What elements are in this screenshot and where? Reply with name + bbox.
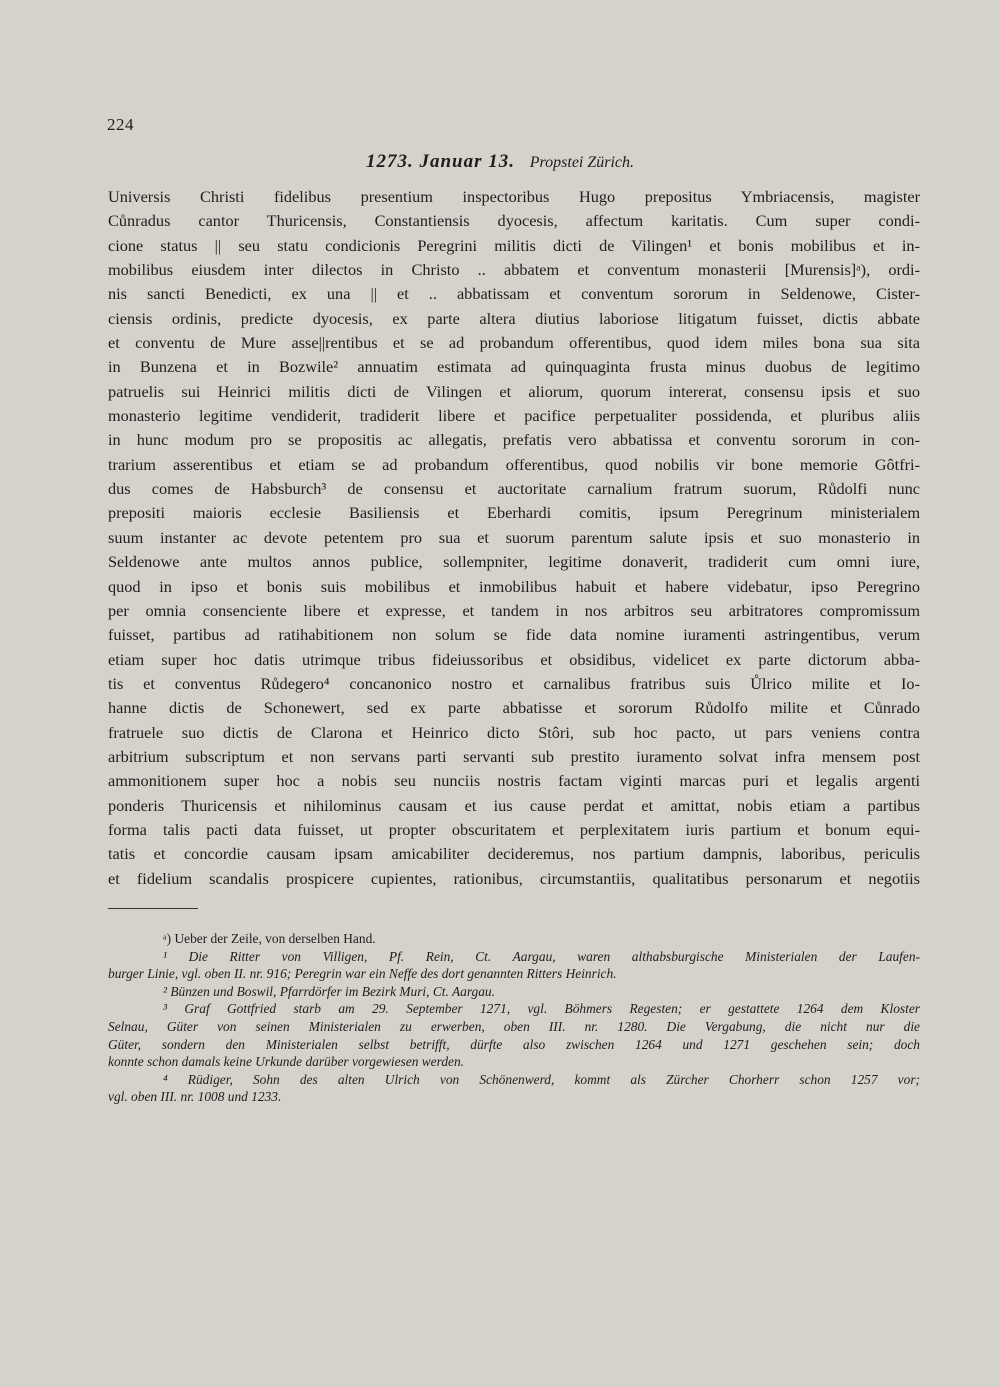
footnote-line: ⁴ Rüdiger, Sohn des alten Ulrich von Schönenwerd, kommt als Zürcher Chorherr schon 1257 vor; bbox=[163, 1071, 920, 1087]
footnote-line: Selnau, Güter von seinen Ministerialen zu erwerben, oben III. nr. 1280. Die Vergabung, die nicht nur die bbox=[108, 1018, 920, 1034]
footnote-line: ² Bünzen und Boswil, Pfarrdörfer im Bezirk Muri, Ct. Aargau. bbox=[163, 983, 495, 999]
text-line: nis sancti Benedicti, ex una || et .. abbatissam et conventum sororum in Seldenowe, Cister- bbox=[108, 284, 920, 304]
text-line: ammonitionem super hoc a nobis seu nunciis nostris factam viginti marcas puri et legalis argenti bbox=[108, 771, 920, 791]
text-line: suum instanter ac devote petentem pro sua et suorum parentum salute ipsis et suo monasterio in bbox=[108, 527, 920, 547]
text-line: quod in ipso et bonis suis mobilibus et inmobilibus habuit et habere videbatur, ipso Peregrino bbox=[108, 576, 920, 596]
text-line: Cůnradus cantor Thuricensis, Constantiensis dyocesis, affectum karitatis. Cum super condi- bbox=[108, 211, 920, 231]
footnotes bbox=[108, 930, 920, 1106]
text-line: hanne dictis de Schonewert, sed ex parte abbatisse et sororum Růdolfo milite et Cůnrado bbox=[108, 698, 920, 718]
footnote-line: Güter, sondern den Ministerialen selbst betrifft, dürfte also zwischen 1264 und 1271 geschehen sein; doch bbox=[108, 1036, 920, 1052]
text-line: et conventu de Mure asse||rentibus et se ad probandum offerentibus, quod idem miles bona sua sita bbox=[108, 333, 920, 353]
text-line: mobilibus eiusdem inter dilectos in Christo .. abbatem et conventum monasterii [Murensis]ᵃ), ordi- bbox=[108, 260, 920, 280]
text-line: dus comes de Habsburch³ de consensu et auctoritate carnalium fratrum suorum, Růdolfi nunc bbox=[108, 479, 920, 499]
footnote-line: ¹ Die Ritter von Villigen, Pf. Rein, Ct. Aargau, waren althabsburgische Ministerialen der Laufen- bbox=[163, 948, 920, 964]
text-line: arbitrium subscriptum et non servans parti servanti sub prestito iuramento solvat infra mensem post bbox=[108, 746, 920, 766]
footnote-line: ᵃ) Ueber der Zeile, von derselben Hand. bbox=[163, 931, 376, 946]
heading-date: 1273. Januar 13. bbox=[365, 151, 515, 172]
heading-place: Propstei Zürich. bbox=[529, 154, 635, 171]
text-line: Universis Christi fidelibus presentium inspectoribus Hugo prepositus Ymbriacensis, magister bbox=[108, 187, 920, 206]
text-line: trarium asserentibus et etiam se ad probandum offerentibus, quod nobilis vir bone memorie Gôtfri- bbox=[108, 454, 920, 474]
text-line: et fidelium scandalis prospicere cupientes, rationibus, circumstantiis, qualitatibus personarum et negotiis bbox=[108, 868, 920, 888]
footnote-line: burger Linie, vgl. oben II. nr. 916; Peregrin war ein Neffe des dort genannten Ritters Heinrich. bbox=[108, 966, 617, 982]
text-line: fuisset, partibus ad ratihabitionem non solum se fide data nomine iuramenti astringentibus, verum bbox=[108, 625, 920, 645]
text-line: ponderis Thuricensis et nihilominus causam et ius cause perdat et amittat, nobis etiam a partibus bbox=[108, 795, 920, 815]
text-line: tatis et concordie causam ipsam amicabiliter decideremus, nos partium dampnis, laboribus, periculis bbox=[108, 844, 920, 864]
text-line: ciensis ordinis, predicte dyocesis, ex parte altera diutius laboriose litigatum fuisset, dictis abbate bbox=[108, 308, 920, 328]
document-heading bbox=[0, 151, 1000, 173]
text-line: per omnia consenciente libere et expresse, et tandem in nos arbitros seu arbitratores compromissum bbox=[108, 600, 920, 620]
text-line: monasterio legitime vendiderit, tradiderit libere et pacifice perpetualiter possidenda, et pluribus aliis bbox=[108, 406, 920, 426]
footnote-line: konnte schon damals keine Urkunde darüber vorgewiesen werden. bbox=[108, 1054, 465, 1070]
footnote-divider bbox=[108, 908, 198, 909]
text-line: prepositi maioris ecclesie Basiliensis et Eberhardi comitis, ipsum Peregrinum ministerialem bbox=[108, 503, 920, 523]
text-line: tis et conventus Růdegero⁴ concanonico nostro et carnalibus fratribus suis Ůlrico milite et Io- bbox=[108, 673, 920, 693]
text-line: in Bunzena et in Bozwile² annuatim estimata ad quinquaginta frusta minus duobus de legitimo bbox=[108, 357, 920, 377]
text-line: etiam super hoc datis utrimque tribus fideiussoribus et obsidibus, videlicet ex parte dictorum abba- bbox=[108, 649, 920, 669]
text-line: forma talis pacti data fuisset, ut propter obscuritatem et perplexitatem iuris partium et bonum equi- bbox=[108, 819, 920, 839]
text-line: patruelis sui Heinrici militis dicti de Vilingen et aliorum, quorum intererat, consensu ipsis et suo bbox=[108, 381, 920, 401]
charter-text bbox=[108, 185, 920, 891]
footnote-line: ³ Graf Gottfried starb am 29. September 1271, vgl. Böhmers Regesten; er gestattete 1264 dem Kloster bbox=[163, 1001, 920, 1017]
text-line: fratruele suo dictis de Clarona et Heinrico dicto Stôri, sub hoc pacto, ut pars veniens contra bbox=[108, 722, 920, 742]
footnote-line: vgl. oben III. nr. 1008 und 1233. bbox=[108, 1089, 282, 1105]
text-line: Seldenowe ante multos annos publice, sollempniter, legitime donaverit, tradiderit cum omni iure, bbox=[108, 552, 920, 572]
text-line: in hunc modum pro se propositis ac allegatis, prefatis vero abbatissa et conventu sororum in con- bbox=[108, 430, 920, 450]
page-number: 224 bbox=[107, 115, 134, 134]
text-line: cione status || seu statu condicionis Peregrini militis dicti de Vilingen¹ et bonis mobilibus et in- bbox=[108, 235, 920, 255]
